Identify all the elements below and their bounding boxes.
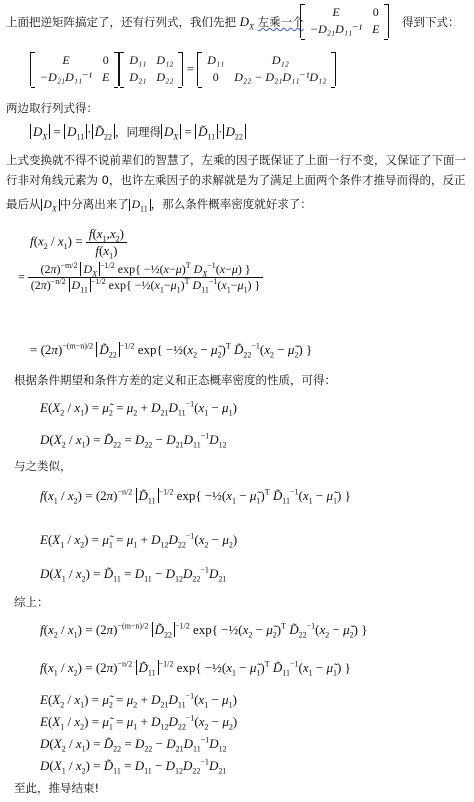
det-label: 两边取行列式得： [6,101,98,115]
cond-expectation-1: $E(X_1 / x_2)$ = $\mũ_1 = \mu_1 + D_{12}D_{22}^{-1}(x_2 - \mu_2)$ [40,531,238,550]
cond-expectation-2: $E(X_2 / x_1)$ = $\mũ_2 = \mu_2 + D_{21}D_{11}^{-1}(x_1 - \mu_1)$ [40,399,237,418]
conditional-density-result: = $(2\pi)^{-(m-n)/2}$ $D̃_{22}^{-1/2}$ $\exp\{ -\frac{1}{2}(x_2$ − $\mũ_2)^T$ $D̃_{22}^{-1}(x_2$ − $\mũ_2$) } [30,341,313,360]
similar-label: 与之类似， [14,459,72,473]
end-label: 至此，推导结束! [14,781,100,795]
cond-variance-1: $D(X_1 / x_2)$ = $D̃_{11} = D_{11} - D_{12}D_{22}^{-1}D_{21}$ [40,565,227,584]
explain-line-1: 上式变换就不得不说前辈们的智慧了，左乘的因子既保证了上面一行不变，又保证了下面一 [6,153,466,167]
underlined-phrase: 左乘一个 [257,15,304,29]
determinant-equation: $D_X = D_{11}$ · $D̃_{22}$ ，同理得 $D_X$ = $D̃_{11} \cdot D_{22}$ [30,124,246,140]
summary-expectation-2: $E(X_2 / x_1)$ = $\mũ_2 = \mu_2 + D_{21}D_{11}^{-1}(x_1 - \mu_1)$ [40,691,237,710]
summary-variance-2: $D(X_2 / x_1)$ = $D̃_{22} = D_{22} - D_{21}D_{11}^{-1}D_{12}$ [40,735,227,754]
explain-line-3: 最后从 $D_X$ 中分离出来了 $D_{11}$ ，那么条件概率密度就好求了： [6,197,312,214]
matrix-product-equation: E 0 −D₂₁D₁₁⁻¹ E D₁₁ D₁₂ D₂₁ D₂₂ = D₁₁ D₁₂ 0 D₂₂ − D₂₁D₁₁⁻¹D₁₂ [30,52,336,86]
conditional-density-x1: $f(x_1 / x_2) = (2\pi)^{-n/2}$ $D̃_{11}^{-1/2}$ $\exp\{ -\frac{1}{2}(x_1$ − $\mũ_1)^T$ $D̃_{11}^{-1}(x_1$ − $\mũ_1$) } [40,487,351,506]
summary-expectation-1: $E(X_1 / x_2)$ = $\mũ_1 = \mu_1 + D_{12}D_{22}^{-1}(x_2 - \mu_2)$ [40,713,238,732]
left-multiplier-matrix: E 0 −D₂₁D₁₁⁻¹ E [300,4,389,38]
props-label: 根据条件期望和条件方差的定义和正态概率密度的性质，可得： [14,373,336,387]
summary-variance-1: $D(X_1 / x_2)$ = $D̃_{11} = D_{11} - D_{12}D_{22}^{-1}D_{21}$ [40,757,227,776]
summary-label: 综上： [14,595,49,609]
intro-end: 得到下式： [402,15,460,29]
summary-density-1: $f(x_1 / x_2) = (2\pi)^{-n/2}$ $D̃_{11}^{-1/2}$ $\exp\{ -\frac{1}{2}(x_1$ − $\mũ_1)^T$ $D̃_{11}^{-1}(x_1$ − $\mũ_1$) } [40,659,351,678]
cond-variance-2: $D(X_2 / x_1)$ = $D̃_{22} = D_{22} - D_{21}D_{11}^{-1}D_{12}$ [40,431,227,450]
conditional-density-ratio: $f(x_2 / x_1)$ = $\frac{f(x_1,x_2)}{f(x_1)}$ [30,226,127,259]
explain-line-2: 行非对角线元素为 0，也许左乘因子的求解就是为了满足上面两个条件才推导而得的，反正 [6,173,466,187]
intro-line: 上面把逆矩阵搞定了，还有行列式，我们先把 $D_X$ 左乘一个 [6,14,304,32]
conditional-density-expanded: = $\frac{(2\pi)^{-m/2} D_X^{-1/2} \exp\{ -\frac{1}{2}(x-\mu)^T D_X^{-1}(x-\mu) \}}{(2\pi)^{-n/2} D_{11}^{-1/2} \exp\{ -\frac{1}{2}(x_1-\mu_1)^T D_{11}^{-1}(x_1-\mu_1) \}}$ [18,262,263,293]
summary-density-2: $f(x_2 / x_1) = (2\pi)^{-(m-n)/2}$ $D̃_{22}^{-1/2}$ $\exp\{ -\frac{1}{2}(x_2$ − $\mũ_2)^T$ $D̃_{22}^{-1}(x_2$ − $\mũ_2$) } [40,621,368,640]
